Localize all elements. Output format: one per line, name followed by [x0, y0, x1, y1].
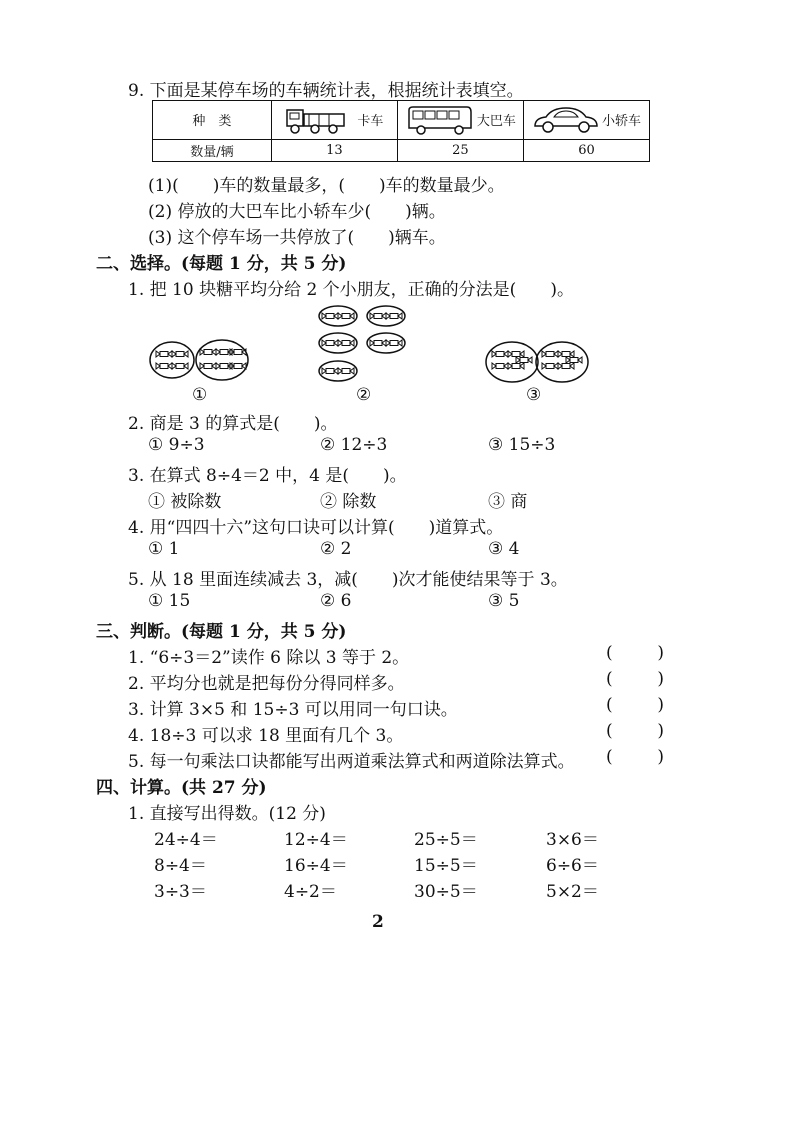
- s2-q5-stem: 5. 从 18 里面连续减去 3，减( )次才能使结果等于 3。: [128, 570, 568, 590]
- calc-r2-c1: 8÷4＝: [154, 856, 207, 876]
- q9-sub-3: (3) 这个停车场一共停放了( )辆车。: [148, 228, 446, 248]
- s3-item-3: 3. 计算 3×5 和 15÷3 可以用同一句口诀。: [128, 700, 458, 720]
- s2-q2-stem: 2. 商是 3 的算式是( )。: [128, 414, 338, 434]
- paren-close: ): [657, 695, 664, 715]
- candy-icon: [172, 363, 188, 369]
- table-cell-bus: [397, 101, 523, 140]
- calc-r3-c2: 4÷2＝: [284, 882, 337, 902]
- bus-icon: [405, 104, 475, 136]
- s3-answer-paren-2[interactable]: [606, 669, 664, 689]
- s3-answer-paren-3[interactable]: [606, 695, 664, 715]
- s2-q3-option-2: ② 除数: [320, 492, 377, 512]
- candy-icon: [508, 351, 524, 357]
- calc-r3-c4: 5×2＝: [546, 882, 599, 902]
- candy-icon: [516, 357, 532, 363]
- s2-q4-option-3: ③ 4: [488, 539, 520, 559]
- s2-q1-label-3: ③: [526, 385, 542, 405]
- vehicle-name-truck: 卡车: [357, 114, 384, 130]
- s3-item-5: 5. 每一句乘法口诀都能写出两道乘法算式和两道除法算式。: [128, 752, 575, 772]
- calc-r1-c4: 3×6＝: [546, 830, 599, 850]
- count-truck: 13: [271, 139, 397, 161]
- s2-q1-label-2: ②: [356, 385, 372, 405]
- calc-r2-c3: 15÷5＝: [414, 856, 478, 876]
- candy-icon: [322, 368, 338, 374]
- option-1-figure: [150, 340, 248, 380]
- table-row-label: 数量/辆: [153, 139, 272, 161]
- truck-icon: [285, 104, 355, 136]
- paren-close: ): [657, 747, 664, 767]
- q9-title: 9. 下面是某停车场的车辆统计表，根据统计表填空。: [128, 81, 524, 101]
- s2-q1-label-1: ①: [192, 385, 208, 405]
- vehicle-name-car: 小轿车: [601, 114, 641, 130]
- candy-icon: [338, 340, 354, 346]
- s2-q3-option-1: ① 被除数: [148, 492, 222, 512]
- candy-icon: [566, 357, 582, 363]
- s3-answer-paren-5[interactable]: [606, 747, 664, 767]
- paren-open: (: [606, 643, 613, 663]
- calc-r1-c2: 12÷4＝: [284, 830, 348, 850]
- table-cell-truck: [271, 101, 397, 140]
- section-3-title: 三、判断。(每题 1 分，共 5 分): [96, 622, 347, 642]
- section-4-title: 四、计算。(共 27 分): [96, 778, 267, 798]
- s2-q4-option-1: ① 1: [148, 539, 180, 559]
- table-header-label: 种 类: [153, 101, 272, 140]
- candy-icon: [200, 363, 216, 369]
- candy-icon: [156, 363, 172, 369]
- s2-q4-option-2: ② 2: [320, 539, 352, 559]
- candy-icon: [386, 340, 402, 346]
- candy-division-figures: [140, 300, 680, 410]
- candy-icon: [338, 313, 354, 319]
- paren-close: ): [657, 643, 664, 663]
- s2-q2-option-2: ② 12÷3: [320, 435, 388, 455]
- candy-icon: [558, 351, 574, 357]
- count-bus: 25: [397, 139, 523, 161]
- s4-q1-stem: 1. 直接写出得数。(12 分): [128, 804, 326, 824]
- car-icon: [532, 104, 600, 136]
- s2-q5-option-2: ② 6: [320, 591, 352, 611]
- candy-icon: [558, 363, 574, 369]
- option-2-figure: [319, 306, 405, 381]
- s3-answer-paren-1[interactable]: [606, 643, 664, 663]
- paren-open: (: [606, 747, 613, 767]
- candy-icon: [492, 363, 508, 369]
- candy-icon: [172, 351, 188, 357]
- s2-q1-stem: 1. 把 10 块糖平均分给 2 个小朋友，正确的分法是( )。: [128, 280, 574, 300]
- candy-icon: [370, 340, 386, 346]
- candy-icon: [492, 351, 508, 357]
- paren-close: ): [657, 669, 664, 689]
- candy-icon: [156, 351, 172, 357]
- s3-item-2: 2. 平均分也就是把每份分得同样多。: [128, 674, 405, 694]
- candy-icon: [508, 363, 524, 369]
- calc-r1-c3: 25÷5＝: [414, 830, 478, 850]
- q9-sub-2: (2) 停放的大巴车比小轿车少( )辆。: [148, 202, 446, 222]
- s3-item-4: 4. 18÷3 可以求 18 里面有几个 3。: [128, 726, 404, 746]
- candy-icon: [542, 351, 558, 357]
- table-cell-car: [523, 101, 649, 140]
- calc-r1-c1: 24÷4＝: [154, 830, 218, 850]
- s3-item-1: 1. “6÷3＝2”读作 6 除以 3 等于 2。: [128, 648, 410, 668]
- candy-icon: [542, 363, 558, 369]
- section-2-title: 二、选择。(每题 1 分，共 5 分): [96, 254, 347, 274]
- candy-icon: [200, 349, 216, 355]
- candy-icon: [322, 313, 338, 319]
- paren-open: (: [606, 721, 613, 741]
- candy-icon: [338, 368, 354, 374]
- calc-r2-c2: 16÷4＝: [284, 856, 348, 876]
- s2-q2-option-3: ③ 15÷3: [488, 435, 556, 455]
- s2-q3-stem: 3. 在算式 8÷4＝2 中，4 是( )。: [128, 466, 407, 486]
- s2-q3-option-3: ③ 商: [488, 492, 528, 512]
- s3-answer-paren-4[interactable]: [606, 721, 664, 741]
- s2-q2-option-1: ① 9÷3: [148, 435, 205, 455]
- paren-open: (: [606, 669, 613, 689]
- calc-r3-c3: 30÷5＝: [414, 882, 478, 902]
- s2-q5-option-3: ③ 5: [488, 591, 520, 611]
- page-number: 2: [372, 912, 384, 932]
- q9-sub-1: (1)( )车的数量最多，( )车的数量最少。: [148, 176, 505, 196]
- paren-close: ): [657, 721, 664, 741]
- calc-r3-c1: 3÷3＝: [154, 882, 207, 902]
- candy-icon: [386, 313, 402, 319]
- vehicle-table: [152, 100, 650, 162]
- candy-icon: [322, 340, 338, 346]
- s2-q4-stem: 4. 用“四四十六”这句口诀可以计算( )道算式。: [128, 518, 504, 538]
- count-car: 60: [523, 139, 649, 161]
- paren-open: (: [606, 695, 613, 715]
- candy-icon: [370, 313, 386, 319]
- calc-r2-c4: 6÷6＝: [546, 856, 599, 876]
- vehicle-name-bus: 大巴车: [476, 114, 516, 130]
- s2-q5-option-1: ① 15: [148, 591, 191, 611]
